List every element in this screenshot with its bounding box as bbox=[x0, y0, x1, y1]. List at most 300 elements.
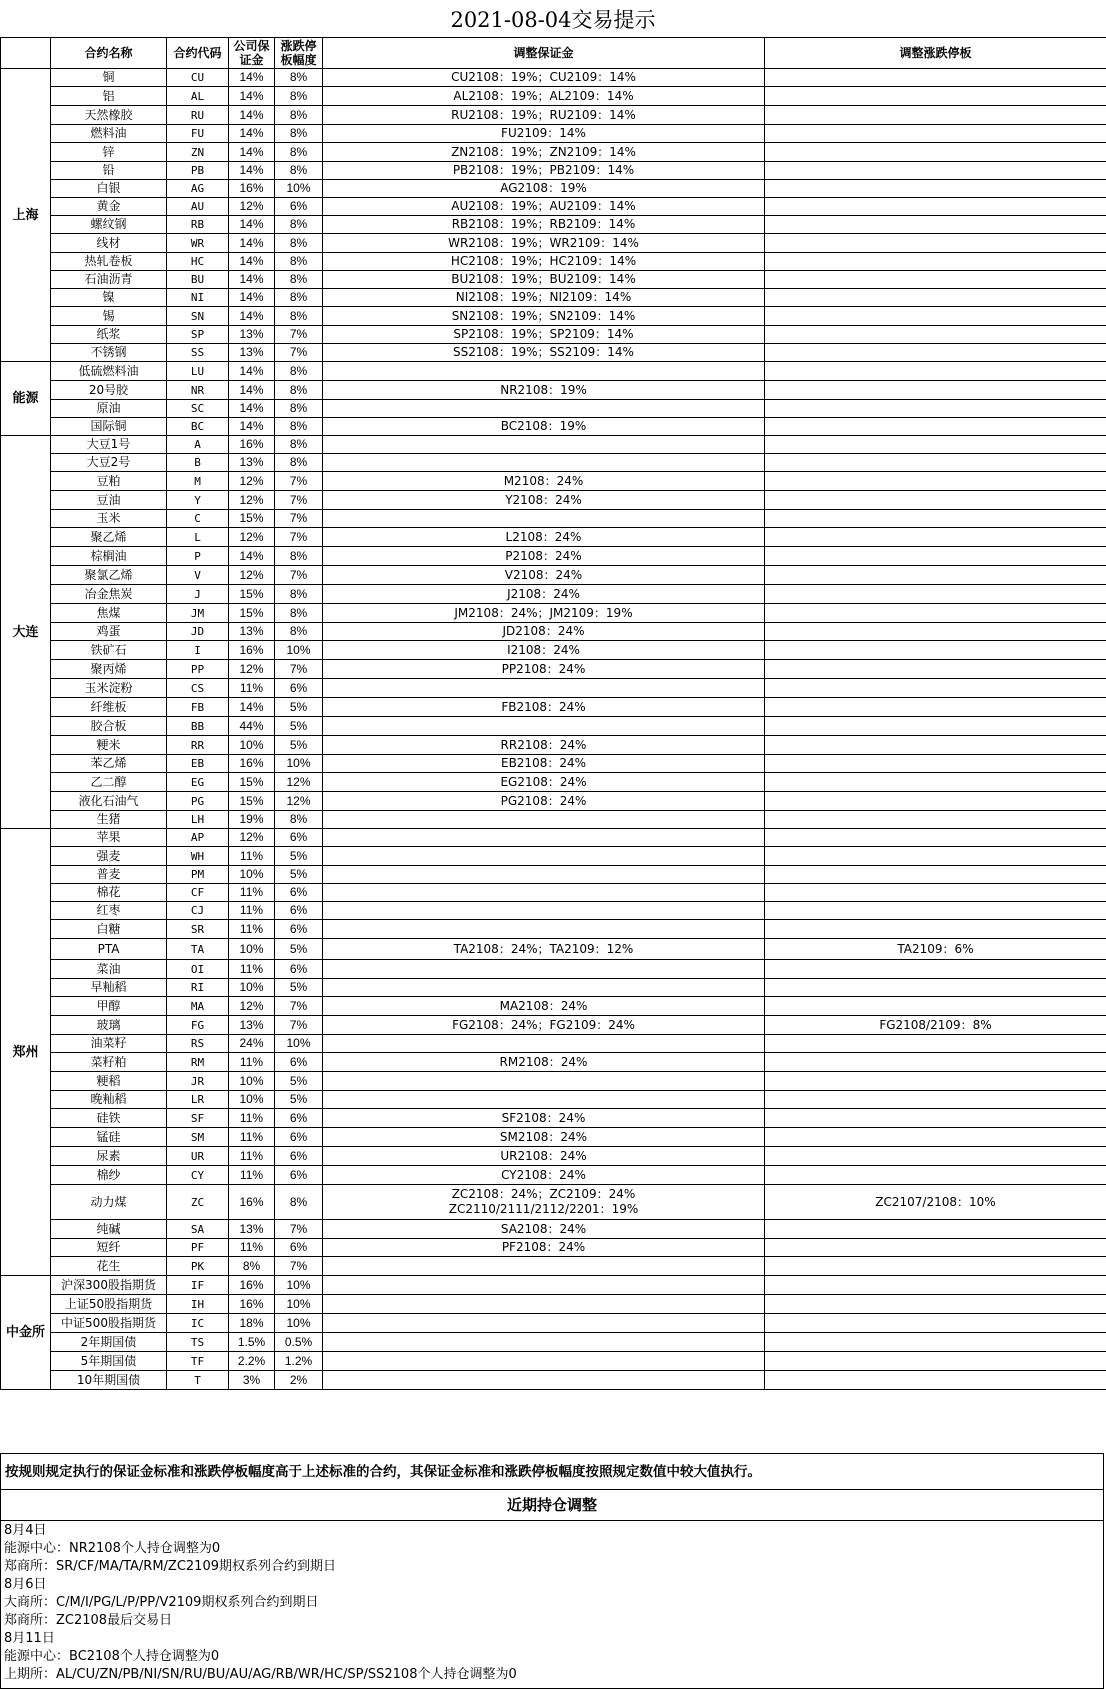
table-row bbox=[1, 623, 1106, 641]
adjust-limit-cell bbox=[765, 698, 1106, 717]
adjust-limit-cell bbox=[765, 585, 1106, 604]
header-margin: 公司保证金 bbox=[229, 38, 275, 69]
adjust-margin-cell: MA2108：24% bbox=[323, 997, 765, 1016]
company-margin-cell: 12% bbox=[229, 997, 275, 1016]
company-margin-cell: 11% bbox=[229, 902, 275, 920]
adjust-margin-cell: HC2108：19%；HC2109：14% bbox=[323, 253, 765, 271]
contract-code-cell: A bbox=[167, 436, 229, 454]
contract-code-cell: HC bbox=[167, 253, 229, 271]
adjust-margin-cell bbox=[323, 1276, 765, 1295]
adjust-limit-cell bbox=[765, 1166, 1106, 1185]
company-margin-cell: 13% bbox=[229, 454, 275, 472]
table-body bbox=[1, 69, 1106, 1390]
adjust-limit-cell bbox=[765, 1276, 1106, 1295]
adjust-limit-cell bbox=[765, 755, 1106, 773]
adjust-limit-cell bbox=[765, 510, 1106, 528]
contract-code-cell: ZC bbox=[167, 1185, 229, 1220]
table-row bbox=[1, 106, 1106, 125]
company-margin-cell: 12% bbox=[229, 491, 275, 510]
adjust-limit-cell bbox=[765, 641, 1106, 660]
price-limit-cell: 8% bbox=[275, 143, 323, 162]
contract-code-cell: I bbox=[167, 641, 229, 660]
company-margin-cell: 14% bbox=[229, 216, 275, 234]
table-row bbox=[1, 1053, 1106, 1072]
contract-name-cell: 红枣 bbox=[51, 902, 167, 920]
table-row bbox=[1, 216, 1106, 234]
table-row bbox=[1, 1352, 1106, 1371]
company-margin-cell: 2.2% bbox=[229, 1352, 275, 1371]
company-margin-cell: 11% bbox=[229, 920, 275, 939]
company-margin-cell: 14% bbox=[229, 698, 275, 717]
contract-code-cell: PB bbox=[167, 162, 229, 180]
table-row bbox=[1, 679, 1106, 698]
table-row bbox=[1, 472, 1106, 491]
adjust-margin-cell: SA2108：24% bbox=[323, 1220, 765, 1239]
contract-name-cell: 粳米 bbox=[51, 736, 167, 755]
adjust-margin-cell: L2108：24% bbox=[323, 528, 765, 547]
adjust-margin-cell: PP2108：24% bbox=[323, 660, 765, 679]
contract-code-cell: BU bbox=[167, 271, 229, 289]
contract-code-cell: SM bbox=[167, 1128, 229, 1147]
table-row bbox=[1, 902, 1106, 920]
adjust-margin-cell bbox=[323, 902, 765, 920]
company-margin-cell: 11% bbox=[229, 1239, 275, 1257]
price-limit-cell: 6% bbox=[275, 198, 323, 216]
adjust-margin-cell: Y2108：24% bbox=[323, 491, 765, 510]
header-adj-limit: 调整涨跌停板 bbox=[765, 38, 1106, 69]
contract-code-cell: JM bbox=[167, 604, 229, 623]
price-limit-cell: 10% bbox=[275, 1276, 323, 1295]
company-margin-cell: 14% bbox=[229, 289, 275, 307]
contract-code-cell: PM bbox=[167, 866, 229, 884]
table-row bbox=[1, 1314, 1106, 1333]
company-margin-cell: 10% bbox=[229, 1072, 275, 1091]
price-limit-cell: 8% bbox=[275, 547, 323, 566]
adjust-margin-cell bbox=[323, 1314, 765, 1333]
price-limit-cell: 8% bbox=[275, 106, 323, 125]
contract-code-cell: TS bbox=[167, 1333, 229, 1352]
contract-name-cell: 棉纱 bbox=[51, 1166, 167, 1185]
company-margin-cell: 15% bbox=[229, 792, 275, 811]
adjust-margin-cell bbox=[323, 1185, 765, 1220]
contract-name-cell: 晚籼稻 bbox=[51, 1091, 167, 1109]
company-margin-cell: 18% bbox=[229, 1314, 275, 1333]
adjust-limit-cell bbox=[765, 1072, 1106, 1091]
contract-name-cell: 铁矿石 bbox=[51, 641, 167, 660]
contract-code-cell: EB bbox=[167, 755, 229, 773]
company-margin-cell: 3% bbox=[229, 1371, 275, 1390]
adjust-limit-cell bbox=[765, 454, 1106, 472]
company-margin-cell: 16% bbox=[229, 1185, 275, 1220]
company-margin-cell: 14% bbox=[229, 234, 275, 253]
contract-code-cell: RU bbox=[167, 106, 229, 125]
company-margin-cell: 14% bbox=[229, 307, 275, 326]
adjust-limit-cell bbox=[765, 1147, 1106, 1166]
contract-code-cell: RM bbox=[167, 1053, 229, 1072]
price-limit-cell: 10% bbox=[275, 180, 323, 198]
margin-table bbox=[0, 37, 1106, 1390]
contract-name-cell: 国际铜 bbox=[51, 418, 167, 436]
adjust-limit-cell bbox=[765, 1035, 1106, 1053]
header-region bbox=[1, 38, 51, 69]
price-limit-cell: 8% bbox=[275, 436, 323, 454]
rule-note: 按规则规定执行的保证金标准和涨跌停板幅度高于上述标准的合约，其保证金标准和涨跌停板幅度按照规定数值中较大值执行。 bbox=[0, 1453, 1104, 1490]
table-row bbox=[1, 198, 1106, 216]
adjust-limit-cell bbox=[765, 736, 1106, 755]
company-margin-cell: 13% bbox=[229, 623, 275, 641]
company-margin-cell: 11% bbox=[229, 1128, 275, 1147]
adjust-limit-cell bbox=[765, 326, 1106, 344]
contract-code-cell: SA bbox=[167, 1220, 229, 1239]
contract-code-cell: AU bbox=[167, 198, 229, 216]
contract-name-cell: 白糖 bbox=[51, 920, 167, 939]
company-margin-cell: 11% bbox=[229, 884, 275, 902]
recent-adjust-line: 上期所：AL/CU/ZN/PB/NI/SN/RU/BU/AU/AG/RB/WR/HC/SP/SS2108个人持仓调整为0 bbox=[4, 1667, 517, 1682]
price-limit-cell: 8% bbox=[275, 604, 323, 623]
contract-name-cell: 纤维板 bbox=[51, 698, 167, 717]
contract-name-cell: 铝 bbox=[51, 87, 167, 106]
contract-code-cell: AG bbox=[167, 180, 229, 198]
company-margin-cell: 8% bbox=[229, 1257, 275, 1276]
contract-code-cell: NR bbox=[167, 381, 229, 400]
adjust-limit-cell bbox=[765, 920, 1106, 939]
table-row bbox=[1, 510, 1106, 528]
table-row bbox=[1, 792, 1106, 811]
adjust-margin-cell: FU2109：14% bbox=[323, 125, 765, 143]
adjust-margin-cell: PG2108：24% bbox=[323, 792, 765, 811]
adjust-limit-cell bbox=[765, 1220, 1106, 1239]
adjust-limit-cell bbox=[765, 344, 1106, 362]
adjust-margin-cell bbox=[323, 510, 765, 528]
adjust-margin-cell: RM2108：24% bbox=[323, 1053, 765, 1072]
table-row bbox=[1, 1035, 1106, 1053]
price-limit-cell: 6% bbox=[275, 960, 323, 979]
contract-name-cell: 大豆1号 bbox=[51, 436, 167, 454]
price-limit-cell: 8% bbox=[275, 271, 323, 289]
contract-code-cell: C bbox=[167, 510, 229, 528]
adjust-margin-cell bbox=[323, 400, 765, 418]
price-limit-cell: 10% bbox=[275, 755, 323, 773]
contract-code-cell: WH bbox=[167, 847, 229, 866]
table-row bbox=[1, 418, 1106, 436]
adjust-margin-cell bbox=[323, 436, 765, 454]
contract-name-cell: 沪深300股指期货 bbox=[51, 1276, 167, 1295]
table-row bbox=[1, 180, 1106, 198]
price-limit-cell: 5% bbox=[275, 939, 323, 960]
table-row bbox=[1, 143, 1106, 162]
adjust-limit-cell bbox=[765, 604, 1106, 623]
adjust-limit-cell bbox=[765, 1128, 1106, 1147]
table-row bbox=[1, 866, 1106, 884]
contract-code-cell: L bbox=[167, 528, 229, 547]
adjust-margin-cell bbox=[323, 847, 765, 866]
table-row bbox=[1, 271, 1106, 289]
adjust-limit-cell bbox=[765, 773, 1106, 792]
price-limit-cell: 7% bbox=[275, 660, 323, 679]
table-row bbox=[1, 1166, 1106, 1185]
contract-name-cell: 大豆2号 bbox=[51, 454, 167, 472]
table-row bbox=[1, 1109, 1106, 1128]
adjust-margin-cell: CU2108：19%；CU2109：14% bbox=[323, 69, 765, 87]
adjust-limit-cell bbox=[765, 143, 1106, 162]
adjust-margin-cell bbox=[323, 679, 765, 698]
contract-code-cell: PF bbox=[167, 1239, 229, 1257]
adjust-margin-cell: EB2108：24% bbox=[323, 755, 765, 773]
contract-name-cell: 早籼稻 bbox=[51, 979, 167, 997]
adjust-margin-cell bbox=[323, 811, 765, 829]
table-header-row bbox=[1, 38, 1106, 69]
price-limit-cell: 8% bbox=[275, 253, 323, 271]
adjust-margin-cell: CY2108：24% bbox=[323, 1166, 765, 1185]
contract-name-cell: 生猪 bbox=[51, 811, 167, 829]
contract-name-cell: 乙二醇 bbox=[51, 773, 167, 792]
contract-name-cell: 玉米淀粉 bbox=[51, 679, 167, 698]
price-limit-cell: 5% bbox=[275, 736, 323, 755]
price-limit-cell: 7% bbox=[275, 1257, 323, 1276]
region-cell: 上海 bbox=[1, 69, 51, 362]
contract-code-cell: IH bbox=[167, 1295, 229, 1314]
adjust-margin-line: ZC2110/2111/2112/2201：19% bbox=[448, 1202, 639, 1216]
recent-adjust-title: 近期持仓调整 bbox=[0, 1490, 1104, 1521]
adjust-limit-cell bbox=[765, 307, 1106, 326]
adjust-limit-cell bbox=[765, 106, 1106, 125]
contract-code-cell: PP bbox=[167, 660, 229, 679]
adjust-margin-cell bbox=[323, 866, 765, 884]
table-row bbox=[1, 641, 1106, 660]
contract-name-cell: 聚氯乙烯 bbox=[51, 566, 167, 585]
adjust-margin-cell bbox=[323, 1035, 765, 1053]
contract-code-cell: FU bbox=[167, 125, 229, 143]
price-limit-cell: 10% bbox=[275, 1295, 323, 1314]
contract-code-cell: V bbox=[167, 566, 229, 585]
adjust-margin-cell: FB2108：24% bbox=[323, 698, 765, 717]
table-row bbox=[1, 811, 1106, 829]
price-limit-cell: 8% bbox=[275, 162, 323, 180]
company-margin-cell: 13% bbox=[229, 344, 275, 362]
adjust-limit-cell bbox=[765, 1333, 1106, 1352]
contract-name-cell: PTA bbox=[51, 939, 167, 960]
contract-name-cell: 2年期国债 bbox=[51, 1333, 167, 1352]
price-limit-cell: 7% bbox=[275, 510, 323, 528]
company-margin-cell: 15% bbox=[229, 604, 275, 623]
adjust-limit-cell bbox=[765, 979, 1106, 997]
table-row bbox=[1, 125, 1106, 143]
header-name: 合约名称 bbox=[51, 38, 167, 69]
table-row bbox=[1, 381, 1106, 400]
adjust-margin-cell: UR2108：24% bbox=[323, 1147, 765, 1166]
adjust-limit-cell bbox=[765, 362, 1106, 381]
adjust-limit-cell bbox=[765, 792, 1106, 811]
contract-code-cell: Y bbox=[167, 491, 229, 510]
company-margin-cell: 11% bbox=[229, 1053, 275, 1072]
company-margin-cell: 14% bbox=[229, 253, 275, 271]
adjust-limit-cell bbox=[765, 960, 1106, 979]
price-limit-cell: 8% bbox=[275, 418, 323, 436]
price-limit-cell: 8% bbox=[275, 125, 323, 143]
contract-name-cell: 线材 bbox=[51, 234, 167, 253]
price-limit-cell: 6% bbox=[275, 1147, 323, 1166]
adjust-margin-cell bbox=[323, 1257, 765, 1276]
contract-name-cell: 普麦 bbox=[51, 866, 167, 884]
contract-code-cell: SS bbox=[167, 344, 229, 362]
adjust-margin-cell bbox=[323, 960, 765, 979]
table-row bbox=[1, 847, 1106, 866]
adjust-limit-cell bbox=[765, 125, 1106, 143]
contract-name-cell: 铜 bbox=[51, 69, 167, 87]
company-margin-cell: 15% bbox=[229, 510, 275, 528]
table-row bbox=[1, 1128, 1106, 1147]
adjust-margin-cell: EG2108：24% bbox=[323, 773, 765, 792]
contract-code-cell: T bbox=[167, 1371, 229, 1390]
price-limit-cell: 12% bbox=[275, 773, 323, 792]
price-limit-cell: 8% bbox=[275, 289, 323, 307]
company-margin-cell: 12% bbox=[229, 472, 275, 491]
company-margin-cell: 14% bbox=[229, 143, 275, 162]
adjust-limit-cell bbox=[765, 866, 1106, 884]
contract-name-cell: 甲醇 bbox=[51, 997, 167, 1016]
region-cell: 大连 bbox=[1, 436, 51, 829]
adjust-margin-cell: TA2108：24%；TA2109：12% bbox=[323, 939, 765, 960]
table-row bbox=[1, 939, 1106, 960]
company-margin-cell: 10% bbox=[229, 866, 275, 884]
contract-name-cell: 天然橡胶 bbox=[51, 106, 167, 125]
contract-code-cell: EG bbox=[167, 773, 229, 792]
contract-name-cell: 动力煤 bbox=[51, 1185, 167, 1220]
contract-name-cell: 原油 bbox=[51, 400, 167, 418]
company-margin-cell: 1.5% bbox=[229, 1333, 275, 1352]
company-margin-cell: 14% bbox=[229, 418, 275, 436]
adjust-limit-cell bbox=[765, 997, 1106, 1016]
table-row bbox=[1, 736, 1106, 755]
table-row bbox=[1, 436, 1106, 454]
adjust-limit-cell bbox=[765, 717, 1106, 736]
adjust-margin-cell: SF2108：24% bbox=[323, 1109, 765, 1128]
adjust-margin-cell: JM2108：24%；JM2109：19% bbox=[323, 604, 765, 623]
adjust-margin-cell bbox=[323, 717, 765, 736]
contract-name-cell: 胶合板 bbox=[51, 717, 167, 736]
table-row bbox=[1, 289, 1106, 307]
company-margin-cell: 19% bbox=[229, 811, 275, 829]
adjust-limit-cell bbox=[765, 829, 1106, 847]
table-row bbox=[1, 307, 1106, 326]
adjust-margin-cell: PB2108：19%；PB2109：14% bbox=[323, 162, 765, 180]
contract-code-cell: LH bbox=[167, 811, 229, 829]
contract-code-cell: CS bbox=[167, 679, 229, 698]
contract-code-cell: CY bbox=[167, 1166, 229, 1185]
contract-name-cell: 苹果 bbox=[51, 829, 167, 847]
company-margin-cell: 14% bbox=[229, 381, 275, 400]
company-margin-cell: 14% bbox=[229, 362, 275, 381]
price-limit-cell: 6% bbox=[275, 829, 323, 847]
contract-code-cell: RB bbox=[167, 216, 229, 234]
table-row bbox=[1, 979, 1106, 997]
company-margin-cell: 12% bbox=[229, 660, 275, 679]
contract-name-cell: 热轧卷板 bbox=[51, 253, 167, 271]
table-row bbox=[1, 773, 1106, 792]
price-limit-cell: 5% bbox=[275, 1091, 323, 1109]
adjust-margin-cell bbox=[323, 884, 765, 902]
adjust-limit-cell bbox=[765, 436, 1106, 454]
contract-name-cell: 豆油 bbox=[51, 491, 167, 510]
table-row bbox=[1, 1016, 1106, 1035]
recent-adjust-line: 能源中心：NR2108个人持仓调整为0 bbox=[4, 1541, 221, 1556]
price-limit-cell: 8% bbox=[275, 623, 323, 641]
adjust-margin-cell: V2108：24% bbox=[323, 566, 765, 585]
price-limit-cell: 8% bbox=[275, 811, 323, 829]
price-limit-cell: 6% bbox=[275, 884, 323, 902]
adjust-limit-cell: ZC2107/2108：10% bbox=[765, 1185, 1106, 1220]
contract-code-cell: B bbox=[167, 454, 229, 472]
price-limit-cell: 7% bbox=[275, 326, 323, 344]
price-limit-cell: 7% bbox=[275, 491, 323, 510]
price-limit-cell: 8% bbox=[275, 381, 323, 400]
price-limit-cell: 8% bbox=[275, 362, 323, 381]
contract-name-cell: 镍 bbox=[51, 289, 167, 307]
company-margin-cell: 11% bbox=[229, 1166, 275, 1185]
company-margin-cell: 10% bbox=[229, 1091, 275, 1109]
adjust-margin-cell: P2108：24% bbox=[323, 547, 765, 566]
contract-code-cell: WR bbox=[167, 234, 229, 253]
contract-code-cell: CU bbox=[167, 69, 229, 87]
adjust-margin-cell bbox=[323, 1333, 765, 1352]
adjust-margin-cell: NI2108：19%；NI2109：14% bbox=[323, 289, 765, 307]
price-limit-cell: 8% bbox=[275, 454, 323, 472]
price-limit-cell: 6% bbox=[275, 1053, 323, 1072]
contract-code-cell: LU bbox=[167, 362, 229, 381]
contract-code-cell: JD bbox=[167, 623, 229, 641]
table-row bbox=[1, 253, 1106, 271]
adjust-limit-cell bbox=[765, 1053, 1106, 1072]
table-row bbox=[1, 997, 1106, 1016]
table-row bbox=[1, 960, 1106, 979]
contract-code-cell: NI bbox=[167, 289, 229, 307]
contract-code-cell: CF bbox=[167, 884, 229, 902]
company-margin-cell: 16% bbox=[229, 180, 275, 198]
table-row bbox=[1, 491, 1106, 510]
contract-name-cell: 鸡蛋 bbox=[51, 623, 167, 641]
header-code: 合约代码 bbox=[167, 38, 229, 69]
price-limit-cell: 6% bbox=[275, 1166, 323, 1185]
contract-code-cell: UR bbox=[167, 1147, 229, 1166]
company-margin-cell: 16% bbox=[229, 755, 275, 773]
contract-code-cell: LR bbox=[167, 1091, 229, 1109]
contract-name-cell: 冶金焦炭 bbox=[51, 585, 167, 604]
table-row bbox=[1, 454, 1106, 472]
contract-name-cell: 纸浆 bbox=[51, 326, 167, 344]
contract-code-cell: FG bbox=[167, 1016, 229, 1035]
table-row bbox=[1, 1333, 1106, 1352]
adjust-margin-cell bbox=[323, 829, 765, 847]
price-limit-cell: 6% bbox=[275, 1109, 323, 1128]
company-margin-cell: 16% bbox=[229, 436, 275, 454]
adjust-limit-cell bbox=[765, 547, 1106, 566]
contract-code-cell: PK bbox=[167, 1257, 229, 1276]
adjust-margin-cell: AL2108：19%；AL2109：14% bbox=[323, 87, 765, 106]
price-limit-cell: 8% bbox=[275, 87, 323, 106]
price-limit-cell: 5% bbox=[275, 866, 323, 884]
table-row bbox=[1, 1072, 1106, 1091]
company-margin-cell: 11% bbox=[229, 960, 275, 979]
contract-name-cell: 锰硅 bbox=[51, 1128, 167, 1147]
price-limit-cell: 7% bbox=[275, 472, 323, 491]
adjust-limit-cell bbox=[765, 679, 1106, 698]
contract-name-cell: 玉米 bbox=[51, 510, 167, 528]
table-row bbox=[1, 87, 1106, 106]
adjust-limit-cell bbox=[765, 289, 1106, 307]
table-row bbox=[1, 1147, 1106, 1166]
adjust-margin-cell: NR2108：19% bbox=[323, 381, 765, 400]
price-limit-cell: 10% bbox=[275, 641, 323, 660]
